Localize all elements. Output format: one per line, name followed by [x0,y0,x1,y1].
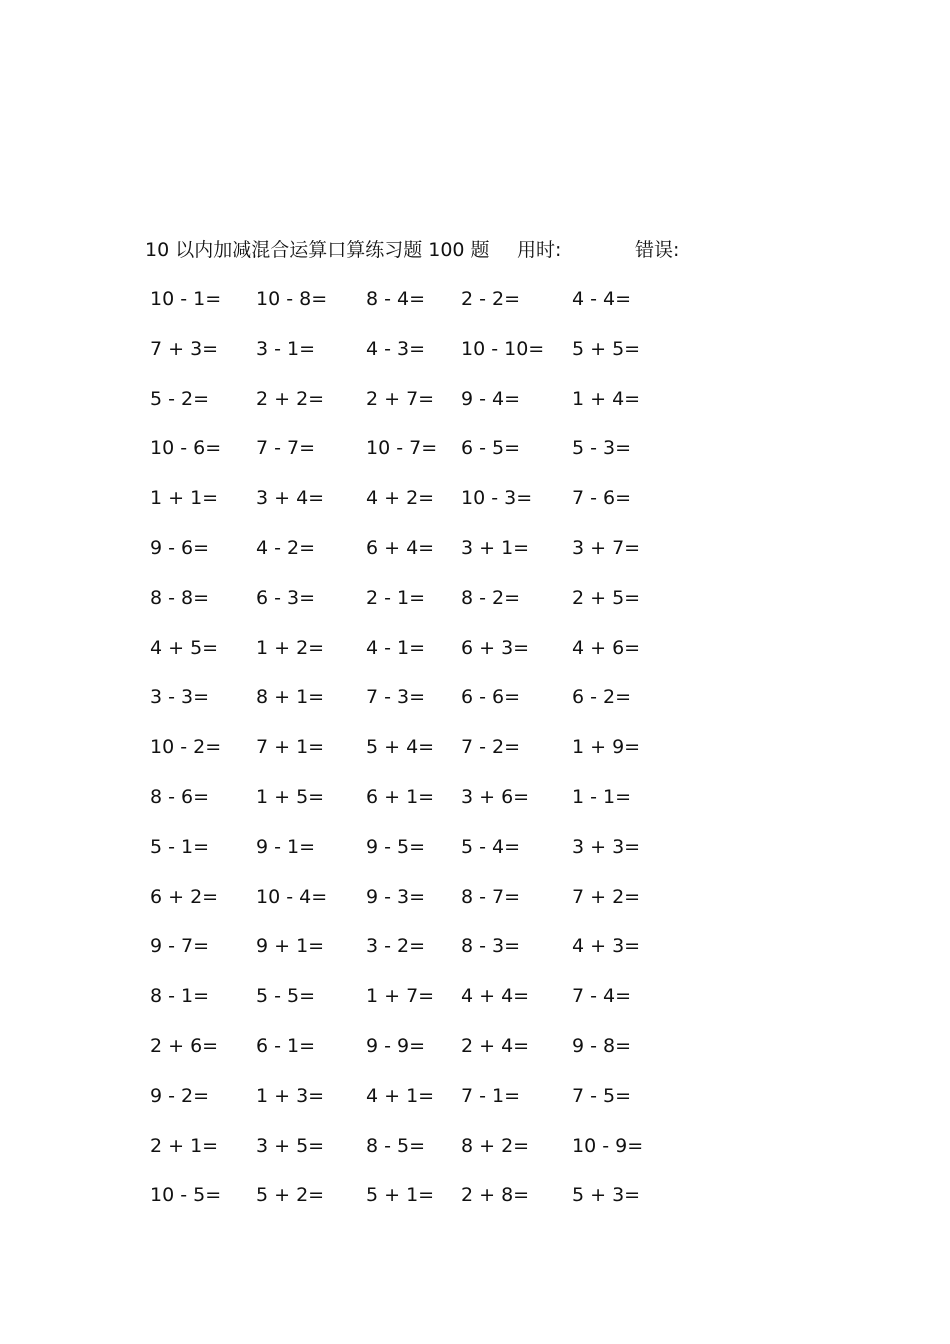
problem-item: 10 - 10= [461,337,545,360]
problem-item: 10 - 5= [150,1184,222,1207]
problem-row [145,982,705,1032]
problem-row [145,385,705,435]
problem-item: 3 - 2= [366,935,426,958]
problem-item: 1 - 1= [572,785,632,808]
problem-item: 2 + 8= [461,1184,530,1207]
problem-item: 6 - 2= [572,686,632,709]
problem-row [145,932,705,982]
problem-item: 2 + 4= [461,1034,530,1057]
problem-item: 3 - 3= [150,686,210,709]
problem-item: 6 - 1= [256,1034,316,1057]
problem-row [145,733,705,783]
problem-item: 4 + 4= [461,985,530,1008]
problem-item: 1 + 7= [366,985,435,1008]
problem-item: 9 - 7= [150,935,210,958]
problem-row [145,434,705,484]
problem-row [145,1181,705,1231]
problem-item: 9 + 1= [256,935,325,958]
problem-item: 9 - 1= [256,835,316,858]
problem-item: 1 + 1= [150,487,219,510]
worksheet-title: 10 以内加减混合运算口算练习题 100 题 [145,239,490,261]
problem-item: 8 - 5= [366,1134,426,1157]
problem-item: 2 + 5= [572,586,641,609]
problem-item: 4 + 1= [366,1084,435,1107]
problem-item: 7 + 2= [572,885,641,908]
problem-item: 9 - 6= [150,536,210,559]
problem-item: 2 + 6= [150,1034,219,1057]
problem-item: 3 + 3= [572,835,641,858]
problem-row [145,484,705,534]
problem-grid [145,285,705,1231]
problem-item: 10 - 6= [150,437,222,460]
problem-row [145,833,705,883]
problem-item: 7 + 1= [256,736,325,759]
problem-item: 6 - 6= [461,686,521,709]
problem-item: 7 - 4= [572,985,632,1008]
problem-item: 5 - 1= [150,835,210,858]
problem-item: 8 - 4= [366,288,426,310]
problem-item: 9 - 3= [366,885,426,908]
problem-item: 2 - 1= [366,586,426,609]
problem-item: 5 - 2= [150,387,210,410]
problem-item: 7 - 6= [572,487,632,510]
problem-item: 8 + 1= [256,686,325,709]
problem-item: 2 + 7= [366,387,435,410]
problem-item: 5 + 3= [572,1184,641,1207]
problem-item: 10 - 1= [150,288,222,310]
problem-item: 10 - 8= [256,288,328,310]
problem-row [145,285,705,335]
problem-row [145,783,705,833]
problem-item: 1 + 3= [256,1084,325,1107]
problem-item: 1 + 4= [572,387,641,410]
problem-item: 3 - 1= [256,337,316,360]
problem-row [145,634,705,684]
problem-item: 5 - 3= [572,437,632,460]
problem-row [145,1132,705,1182]
problem-item: 2 + 1= [150,1134,219,1157]
problem-item: 8 - 6= [150,785,210,808]
problem-item: 7 - 3= [366,686,426,709]
time-used-label: 用时: [517,239,562,261]
problem-item: 7 - 5= [572,1084,632,1107]
problem-item: 6 + 3= [461,636,530,659]
problem-item: 8 - 8= [150,586,210,609]
problem-item: 1 + 5= [256,785,325,808]
problem-item: 9 - 5= [366,835,426,858]
problem-item: 6 + 4= [366,536,435,559]
problem-item: 8 + 2= [461,1134,530,1157]
problem-item: 4 - 3= [366,337,426,360]
problem-item: 8 - 2= [461,586,521,609]
problem-item: 1 + 9= [572,736,641,759]
problem-item: 2 - 2= [461,288,521,310]
problem-item: 4 - 2= [256,536,316,559]
problem-row [145,883,705,933]
problem-item: 5 - 4= [461,835,521,858]
problem-item: 4 - 1= [366,636,426,659]
problem-item: 3 + 7= [572,536,641,559]
problem-item: 4 + 5= [150,636,219,659]
problem-item: 10 - 9= [572,1134,644,1157]
problem-item: 6 - 3= [256,586,316,609]
problem-item: 7 - 1= [461,1084,521,1107]
problem-item: 6 + 1= [366,785,435,808]
problem-row [145,683,705,733]
problem-item: 3 + 5= [256,1134,325,1157]
problem-item: 8 - 3= [461,935,521,958]
problem-item: 9 - 4= [461,387,521,410]
problem-item: 10 - 7= [366,437,438,460]
problem-item: 5 + 2= [256,1184,325,1207]
problem-item: 3 + 4= [256,487,325,510]
problem-item: 3 + 1= [461,536,530,559]
problem-row [145,1032,705,1082]
problem-row [145,1082,705,1132]
problem-item: 5 + 4= [366,736,435,759]
problem-item: 8 - 1= [150,985,210,1008]
problem-item: 6 + 2= [150,885,219,908]
problem-item: 6 - 5= [461,437,521,460]
problem-item: 4 + 6= [572,636,641,659]
problem-item: 10 - 4= [256,885,328,908]
problem-item: 7 - 7= [256,437,316,460]
problem-row [145,584,705,634]
problem-item: 2 + 2= [256,387,325,410]
problem-item: 8 - 7= [461,885,521,908]
problem-item: 4 + 2= [366,487,435,510]
problem-item: 3 + 6= [461,785,530,808]
problem-row [145,534,705,584]
problem-item: 5 - 5= [256,985,316,1008]
problem-item: 10 - 3= [461,487,533,510]
problem-item: 9 - 8= [572,1034,632,1057]
problem-item: 7 + 3= [150,337,219,360]
problem-item: 9 - 2= [150,1084,210,1107]
errors-label: 错误: [635,239,680,261]
problem-item: 4 - 4= [572,288,632,310]
problem-item: 1 + 2= [256,636,325,659]
problem-item: 4 + 3= [572,935,641,958]
problem-item: 9 - 9= [366,1034,426,1057]
problem-item: 10 - 2= [150,736,222,759]
problem-item: 5 + 1= [366,1184,435,1207]
problem-item: 5 + 5= [572,337,641,360]
problem-item: 7 - 2= [461,736,521,759]
problem-row [145,335,705,385]
